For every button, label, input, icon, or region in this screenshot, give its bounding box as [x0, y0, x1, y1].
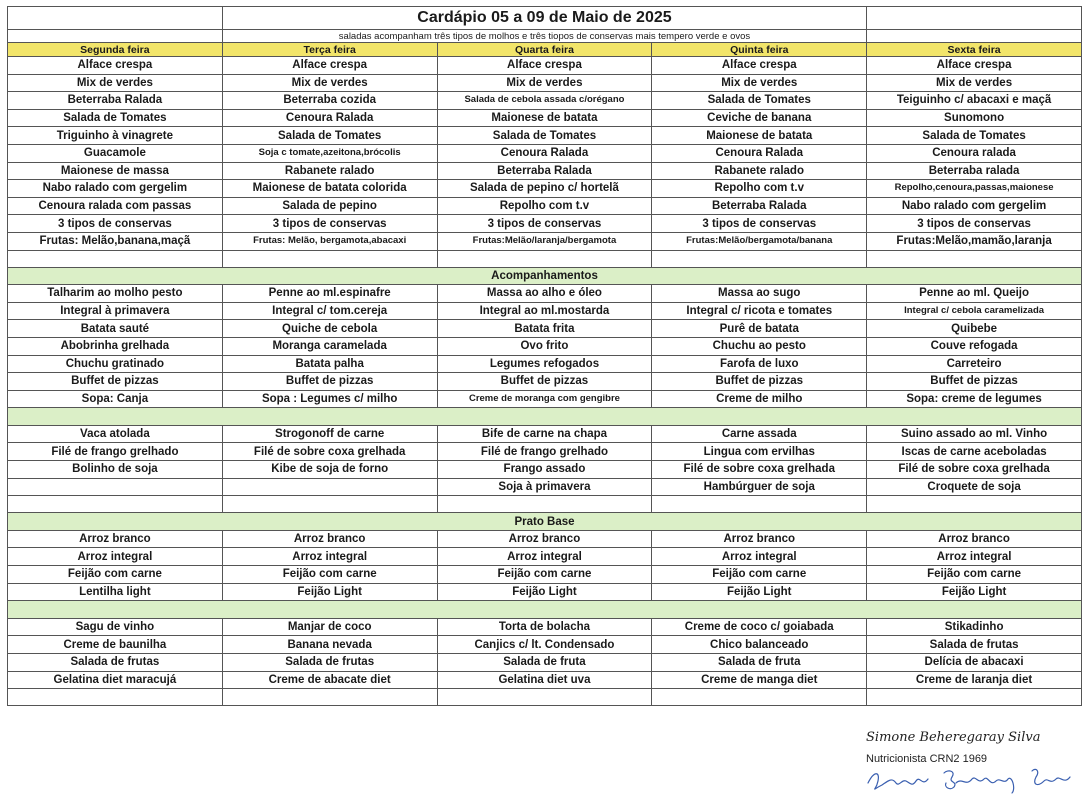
empty-cell [222, 250, 437, 267]
menu-cell: Salada de pepino [222, 197, 437, 215]
menu-cell: Salada de Tomates [437, 127, 652, 145]
menu-cell: Alface crespa [867, 57, 1082, 75]
menu-cell: Chico balanceado [652, 636, 867, 654]
menu-cell: Salada de fruta [652, 654, 867, 672]
menu-cell: Alface crespa [222, 57, 437, 75]
day-header: Segunda feira [8, 43, 223, 57]
salad-row [8, 232, 1082, 250]
menu-cell: Sagu de vinho [8, 618, 223, 636]
menu-cell: Mix de verdes [222, 74, 437, 92]
empty-cell [437, 689, 652, 706]
menu-cell: Frutas:Melão/laranja/bergamota [437, 232, 652, 250]
menu-table [7, 6, 1082, 706]
menu-cell: Couve refogada [867, 337, 1082, 355]
menu-cell: Lingua com ervilhas [652, 443, 867, 461]
menu-cell: Arroz integral [867, 548, 1082, 566]
title-row [8, 7, 1082, 30]
empty-row [8, 689, 1082, 706]
side-dish-row [8, 285, 1082, 303]
menu-cell: Ceviche de banana [652, 109, 867, 127]
salad-row [8, 57, 1082, 75]
menu-cell: Salada de frutas [8, 654, 223, 672]
menu-cell: Penne ao ml. Queijo [867, 285, 1082, 303]
menu-cell: Buffet de pizzas [867, 373, 1082, 391]
salad-row [8, 215, 1082, 233]
menu-cell: Mix de verdes [867, 74, 1082, 92]
salad-row [8, 180, 1082, 198]
section-separator [8, 408, 1082, 426]
menu-cell: Gelatina diet maracujá [8, 671, 223, 689]
empty-cell [437, 250, 652, 267]
empty-row [8, 496, 1082, 513]
menu-cell: Integral à primavera [8, 302, 223, 320]
menu-cell: Abobrinha grelhada [8, 337, 223, 355]
menu-cell: Creme de moranga com gengibre [437, 390, 652, 408]
menu-cell: Massa ao sugo [652, 285, 867, 303]
menu-cell: Purê de batata [652, 320, 867, 338]
menu-cell: Salada de Tomates [652, 92, 867, 110]
menu-cell: Beterraba cozida [222, 92, 437, 110]
empty-cell [8, 496, 223, 513]
empty-cell [437, 496, 652, 513]
menu-cell: Quiche de cebola [222, 320, 437, 338]
menu-cell: Penne ao ml.espinafre [222, 285, 437, 303]
salad-row [8, 197, 1082, 215]
dessert-row [8, 654, 1082, 672]
menu-cell: Salada de Tomates [222, 127, 437, 145]
menu-cell: 3 tipos de conservas [222, 215, 437, 233]
menu-cell: Integral c/ ricota e tomates [652, 302, 867, 320]
menu-cell: Batata palha [222, 355, 437, 373]
menu-cell: Integral c/ cebola caramelizada [867, 302, 1082, 320]
section-acompanhamentos [8, 267, 1082, 285]
empty-cell [222, 689, 437, 706]
menu-cell: Gelatina diet uva [437, 671, 652, 689]
base-dish-row [8, 548, 1082, 566]
menu-cell: Massa ao alho e óleo [437, 285, 652, 303]
menu-cell: Torta de bolacha [437, 618, 652, 636]
menu-cell: Arroz integral [437, 548, 652, 566]
menu-cell: Cenoura ralada com passas [8, 197, 223, 215]
base-dish-row [8, 566, 1082, 584]
menu-cell: Filé de frango grelhado [8, 443, 223, 461]
menu-cell: Carreteiro [867, 355, 1082, 373]
menu-cell: Feijão com carne [437, 566, 652, 584]
menu-cell: Canjics c/ lt. Condensado [437, 636, 652, 654]
salad-row [8, 74, 1082, 92]
base-dish-row [8, 530, 1082, 548]
menu-cell: Arroz integral [222, 548, 437, 566]
menu-cell: Legumes refogados [437, 355, 652, 373]
menu-cell: Feijão Light [867, 583, 1082, 601]
subtitle-left-cell [8, 30, 223, 43]
menu-cell: Hambúrguer de soja [652, 478, 867, 496]
menu-cell: Arroz branco [652, 530, 867, 548]
menu-cell: Repolho,cenoura,passas,maionese [867, 180, 1082, 198]
day-header: Quarta feira [437, 43, 652, 57]
menu-cell: Nabo ralado com gergelim [867, 197, 1082, 215]
menu-cell: Beterraba Ralada [437, 162, 652, 180]
menu-cell: Farofa de luxo [652, 355, 867, 373]
main-dish-row [8, 443, 1082, 461]
signature-block [866, 730, 1076, 800]
menu-subtitle: saladas acompanham três tipos de molhos e três tiopos de conservas mais tempero verde e ovos [222, 30, 866, 43]
menu-cell: Carne assada [652, 425, 867, 443]
menu-cell: Moranga caramelada [222, 337, 437, 355]
main-dish-row [8, 478, 1082, 496]
empty-cell [8, 689, 223, 706]
menu-cell: Mix de verdes [437, 74, 652, 92]
menu-cell [8, 478, 223, 496]
menu-cell: Salada de frutas [222, 654, 437, 672]
salad-row [8, 127, 1082, 145]
menu-cell: Repolho com t.v [437, 197, 652, 215]
menu-cell: Creme de manga diet [652, 671, 867, 689]
menu-cell: Arroz branco [8, 530, 223, 548]
signature-name: Simone Beheregaray Silva [866, 730, 1041, 745]
menu-cell: Manjar de coco [222, 618, 437, 636]
section-label: Acompanhamentos [8, 267, 1082, 285]
menu-cell: Maionese de batata colorida [222, 180, 437, 198]
menu-cell: Ovo frito [437, 337, 652, 355]
menu-cell: Creme de coco c/ goiabada [652, 618, 867, 636]
menu-cell: Frutas:Melão/bergamota/banana [652, 232, 867, 250]
menu-cell: Maionese de batata [652, 127, 867, 145]
menu-cell: Feijão Light [652, 583, 867, 601]
side-dish-row [8, 337, 1082, 355]
menu-cell: Salada de frutas [867, 636, 1082, 654]
menu-cell: Sopa: Canja [8, 390, 223, 408]
menu-cell: Soja c tomate,azeitona,brócolis [222, 144, 437, 162]
menu-cell: Arroz branco [222, 530, 437, 548]
menu-cell: Triguinho à vinagrete [8, 127, 223, 145]
menu-cell: Arroz branco [437, 530, 652, 548]
menu-cell: Alface crespa [437, 57, 652, 75]
menu-cell: Chuchu ao pesto [652, 337, 867, 355]
main-dish-row [8, 461, 1082, 479]
empty-cell [867, 689, 1082, 706]
day-header: Quinta feira [652, 43, 867, 57]
empty-cell [222, 496, 437, 513]
menu-cell: Teiguinho c/ abacaxi e maçã [867, 92, 1082, 110]
menu-cell: Filé de sobre coxa grelhada [222, 443, 437, 461]
menu-cell: Batata sauté [8, 320, 223, 338]
menu-cell: 3 tipos de conservas [437, 215, 652, 233]
menu-cell: Buffet de pizzas [652, 373, 867, 391]
menu-cell: Salada de cebola assada c/orégano [437, 92, 652, 110]
title-left-cell [8, 7, 223, 30]
menu-cell: Feijão Light [222, 583, 437, 601]
menu-cell: Frutas: Melão,banana,maçã [8, 232, 223, 250]
menu-title: Cardápio 05 a 09 de Maio de 2025 [222, 7, 866, 30]
menu-cell: Rabanete ralado [222, 162, 437, 180]
menu-cell: Feijão com carne [222, 566, 437, 584]
side-dish-row [8, 302, 1082, 320]
side-dish-row [8, 320, 1082, 338]
menu-cell: Bife de carne na chapa [437, 425, 652, 443]
signature-role: Nutricionista CRN2 1969 [866, 753, 988, 765]
subtitle-right-cell [867, 30, 1082, 43]
menu-cell: Arroz branco [867, 530, 1082, 548]
menu-cell: Salada de Tomates [867, 127, 1082, 145]
menu-cell: Salada de fruta [437, 654, 652, 672]
menu-cell: Arroz integral [652, 548, 867, 566]
menu-cell: Sopa : Legumes c/ milho [222, 390, 437, 408]
menu-cell: Integral c/ tom.cereja [222, 302, 437, 320]
menu-cell: Creme de laranja diet [867, 671, 1082, 689]
menu-cell: Talharim ao molho pesto [8, 285, 223, 303]
menu-cell: Kibe de soja de forno [222, 461, 437, 479]
side-dish-row [8, 390, 1082, 408]
menu-cell: Iscas de carne aceboladas [867, 443, 1082, 461]
menu-cell: Suino assado ao ml. Vinho [867, 425, 1082, 443]
side-dish-row [8, 355, 1082, 373]
menu-cell: Salada de pepino c/ hortelã [437, 180, 652, 198]
menu-cell: Sunomono [867, 109, 1082, 127]
menu-cell: Feijão com carne [867, 566, 1082, 584]
menu-cell: Guacamole [8, 144, 223, 162]
menu-cell: Alface crespa [8, 57, 223, 75]
menu-cell: Maionese de massa [8, 162, 223, 180]
menu-cell: Delícia de abacaxi [867, 654, 1082, 672]
menu-cell: Beterraba Ralada [8, 92, 223, 110]
menu-cell: Cenoura ralada [867, 144, 1082, 162]
menu-cell: Cenoura Ralada [437, 144, 652, 162]
menu-cell: Feijão Light [437, 583, 652, 601]
handwritten-signature [866, 765, 1076, 800]
menu-cell: Banana nevada [222, 636, 437, 654]
menu-cell: Croquete de soja [867, 478, 1082, 496]
menu-cell: Frutas: Melão, bergamota,abacaxi [222, 232, 437, 250]
salad-row [8, 109, 1082, 127]
empty-cell [867, 250, 1082, 267]
menu-cell [222, 478, 437, 496]
menu-cell: Lentilha light [8, 583, 223, 601]
empty-cell [8, 250, 223, 267]
menu-cell: Vaca atolada [8, 425, 223, 443]
menu-cell: Strogonoff de carne [222, 425, 437, 443]
menu-cell: Filé de sobre coxa grelhada [867, 461, 1082, 479]
menu-cell: Creme de milho [652, 390, 867, 408]
empty-cell [652, 689, 867, 706]
menu-cell: Rabanete ralado [652, 162, 867, 180]
empty-row [8, 250, 1082, 267]
menu-cell: Cenoura Ralada [222, 109, 437, 127]
dessert-row [8, 618, 1082, 636]
menu-cell: Mix de verdes [652, 74, 867, 92]
menu-cell: Sopa: creme de legumes [867, 390, 1082, 408]
menu-cell: Beterraba ralada [867, 162, 1082, 180]
menu-cell: Feijão com carne [8, 566, 223, 584]
side-dish-row [8, 373, 1082, 391]
salad-row [8, 92, 1082, 110]
menu-cell: Batata frita [437, 320, 652, 338]
menu-cell: Soja à primavera [437, 478, 652, 496]
day-header: Terça feira [222, 43, 437, 57]
section-label [8, 408, 1082, 426]
days-header-row [8, 43, 1082, 57]
dessert-row [8, 636, 1082, 654]
salad-row [8, 162, 1082, 180]
base-dish-row [8, 583, 1082, 601]
menu-cell: Bolinho de soja [8, 461, 223, 479]
menu-cell: Beterraba Ralada [652, 197, 867, 215]
menu-cell: Cenoura Ralada [652, 144, 867, 162]
section-prato-base [8, 513, 1082, 531]
menu-cell: Frango assado [437, 461, 652, 479]
menu-cell: Frutas:Melão,mamão,laranja [867, 232, 1082, 250]
menu-cell: Buffet de pizzas [437, 373, 652, 391]
menu-cell: Buffet de pizzas [222, 373, 437, 391]
menu-cell: Chuchu gratinado [8, 355, 223, 373]
menu-cell: Filé de sobre coxa grelhada [652, 461, 867, 479]
menu-cell: Buffet de pizzas [8, 373, 223, 391]
menu-cell: Integral ao ml.mostarda [437, 302, 652, 320]
menu-cell: Salada de Tomates [8, 109, 223, 127]
menu-cell: Alface crespa [652, 57, 867, 75]
menu-cell: 3 tipos de conservas [652, 215, 867, 233]
section-separator [8, 601, 1082, 619]
menu-cell: Creme de abacate diet [222, 671, 437, 689]
main-dish-row [8, 425, 1082, 443]
menu-cell: Feijão com carne [652, 566, 867, 584]
section-label: Prato Base [8, 513, 1082, 531]
menu-cell: Mix de verdes [8, 74, 223, 92]
dessert-row [8, 671, 1082, 689]
menu-cell: Maionese de batata [437, 109, 652, 127]
day-header: Sexta feira [867, 43, 1082, 57]
menu-cell: Nabo ralado com gergelim [8, 180, 223, 198]
menu-cell: Arroz integral [8, 548, 223, 566]
empty-cell [652, 250, 867, 267]
salad-row [8, 144, 1082, 162]
section-label [8, 601, 1082, 619]
menu-cell: Filé de frango grelhado [437, 443, 652, 461]
menu-cell: 3 tipos de conservas [867, 215, 1082, 233]
menu-cell: Creme de baunilha [8, 636, 223, 654]
menu-cell: Stikadinho [867, 618, 1082, 636]
menu-cell: Quibebe [867, 320, 1082, 338]
subtitle-row [8, 30, 1082, 43]
empty-cell [652, 496, 867, 513]
empty-cell [867, 496, 1082, 513]
menu-cell: 3 tipos de conservas [8, 215, 223, 233]
title-right-cell [867, 7, 1082, 30]
menu-cell: Repolho com t.v [652, 180, 867, 198]
